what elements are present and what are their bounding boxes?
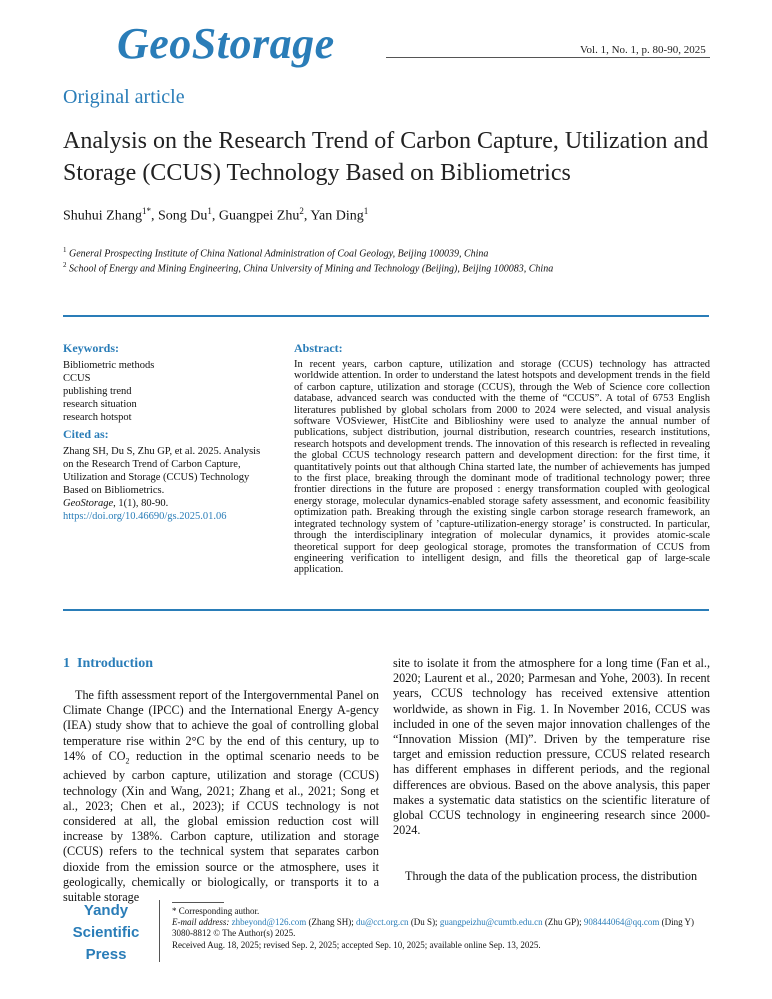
affiliation: $^2$ School of Energy and Mining Engineering, China University of Mining and Technology (Beijing), Beijing 100083, China	[63, 261, 554, 275]
abstract-block	[294, 341, 710, 576]
email-line: E-mail address: zhbeyond@126.com (Zhang SH); du@cct.org.cn (Du S); guangpeizhu@cumtb.edu.cn (Zhu GP); 908444064@qq.com (Ding Y)	[172, 917, 695, 928]
author-mark: 1	[363, 206, 369, 216]
footer-divider	[159, 900, 160, 962]
email-link[interactable]: 908444064@qq.com	[583, 917, 660, 928]
footnote-rule	[172, 902, 224, 903]
dates-line: Received Aug. 18, 2025; revised Sep. 2, 2025; accepted Sep. 10, 2025; available online Sep. 13, 2025.	[172, 939, 541, 950]
doi-link[interactable]: https://doi.org/10.46690/gs.2025.01.06	[63, 511, 227, 522]
abstract-heading: Abstract:	[294, 341, 343, 355]
keyword: research hotspot	[63, 412, 132, 423]
author-mark: 2	[299, 206, 304, 216]
keyword: Bibliometric methods	[63, 360, 155, 371]
keyword: publishing trend	[63, 386, 132, 397]
issn-line: 3080-8812 © The Author(s) 2025.	[172, 928, 296, 939]
author-name: Song Du	[157, 208, 208, 224]
author-list: Shuhui Zhang$^{1*}$, Song Du$^1$, Guangpei Zhu$^2$, Yan Ding$^1$	[63, 206, 369, 224]
author-name: Guangpei Zhu	[218, 208, 300, 224]
citation-volume: , 1(1), 80-90.	[113, 498, 169, 509]
cited-as-block	[63, 427, 273, 523]
body-paragraph: The fifth assessment report of the Intergovernmental Panel on Climate Change (IPCC) and the International Energy A-gency (IEA) study show that to achieve the goal of controlling global temperature rise within 2°C by the end of this century, up to 14% of $CO_2$ reduction in the optimal scenario needs to be achieved by carbon capture, utilization and storage (CCUS) technology (Xin and Wang, 2021; Zhang et al., 2021; Song et al., 2023; Chen et al., 2023); if CCUS technology is not considered at all, the global emission reduction cost will increase by 138%. Carbon capture, utilization and storage (CCUS) refers to the technical system that separates carbon dioxide from the emission source or the atmosphere, uses it geologically, chemically or biologically, or transports it to a suitable storage	[63, 688, 379, 905]
email-link[interactable]: guangpeizhu@cumtb.edu.cn	[439, 917, 543, 928]
divider	[63, 609, 709, 611]
email-link[interactable]: zhbeyond@126.com	[231, 917, 307, 928]
keywords-block	[63, 341, 273, 424]
author-name: Yan Ding	[310, 208, 364, 224]
keywords-heading: Keywords:	[63, 341, 119, 355]
body-paragraph: site to isolate it from the atmosphere for a long time (Fan et al., 2020; Laurent et al., 2020; Parmesan and Yohe, 2003). In recent years, CCUS technology has received extensive attention worldwide, as shown in Fig. 1. In November 2016, CCUS was included in one of the seven major innovation challenges of the “Innovation Mission (MI)”. Driven by the temperature rise target and emission reduction pressure, CCUS related research has different emphases in different periods, and the regional differences are obvious. Based on the above analysis, this paper makes a systematic data statistics on the scientific literature of global CCUS technology in engineering research since 2000-2024.	[393, 656, 710, 838]
keyword: research situation	[63, 399, 137, 410]
body-paragraph: Through the data of the publication process, the distribution	[405, 869, 698, 883]
article-type: Original article	[63, 86, 185, 108]
cited-as-heading: Cited as:	[63, 427, 109, 441]
affiliation: $^1$ General Prospecting Institute of China National Administration of Coal Geology, Beijing 100039, China	[63, 246, 489, 260]
header-rule	[386, 57, 710, 58]
email-link[interactable]: du@cct.org.cn	[355, 917, 409, 928]
section-heading: 1 Introduction	[63, 656, 153, 671]
divider	[63, 315, 709, 317]
corresponding-note: * Corresponding author.	[172, 906, 260, 916]
article-title: Analysis on the Research Trend of Carbon Capture, Utilization and Storage (CCUS) Technology Based on Bibliometrics	[63, 128, 709, 186]
author-mark: 1	[207, 206, 212, 216]
author-mark: 1*	[141, 206, 151, 216]
footnotes	[172, 906, 717, 951]
volume-info: Vol. 1, No. 1, p. 80-90, 2025	[580, 44, 706, 56]
keyword: CCUS	[63, 373, 91, 384]
publisher-logo: Yandy Scientific Press	[72, 902, 140, 963]
journal-logo: GeoStorage	[117, 19, 335, 68]
citation-journal: GeoStorage	[63, 498, 114, 509]
citation-text: Zhang SH, Du S, Zhu GP, et al. 2025. Analysis on the Research Trend of Carbon Capture, Utilization and Storage (CCUS) Technology Based on Bibliometrics.	[63, 446, 261, 496]
author-name: Shuhui Zhang	[63, 208, 142, 224]
abstract-text: In recent years, carbon capture, utilization and storage (CCUS) technology has attracted worldwide attention. In order to understand the latest hotspots and development trends in the field of carbon capture, utilization and storage (CCUS), through the Web of Science core collection database, advanced search was conducted with the theme of “CCUS”. A total of 6753 English literatures published by global scholars from 2000 to 2024 were selected, and visual analysis software VOSviewer, HistCite and Biblioshiny were used to analyze the annual number of publications, subject distribution, journal distribution, research countries, research institutions, research hotspots and development trends. The innovation of this research is reflected in revealing the global CCUS technology research pattern and development direction: for the first time, it quantitatively points out that although China started late, the number of achievements has jumped to the first place, breaking through the dominant mode of traditional technology power; three frontier directions in the future are proposed : energy transformation coupled with geological energy storage, molecular dynamics-enabled storage safety assessment, and economic feasibility optimization path. Breaking through the existing single carbon storage research framework, an integrated technology system of ’capture-utilization-energy storage’ is constructed. In particular, through the interdisciplinary integration of molecular dynamics, it provides atomic-scale theoretical support for deep geological storage, promotes the transformation of CCUS from engineering verification to intelligent design, and fills the theoretical gap of large-scale application.	[294, 359, 710, 576]
